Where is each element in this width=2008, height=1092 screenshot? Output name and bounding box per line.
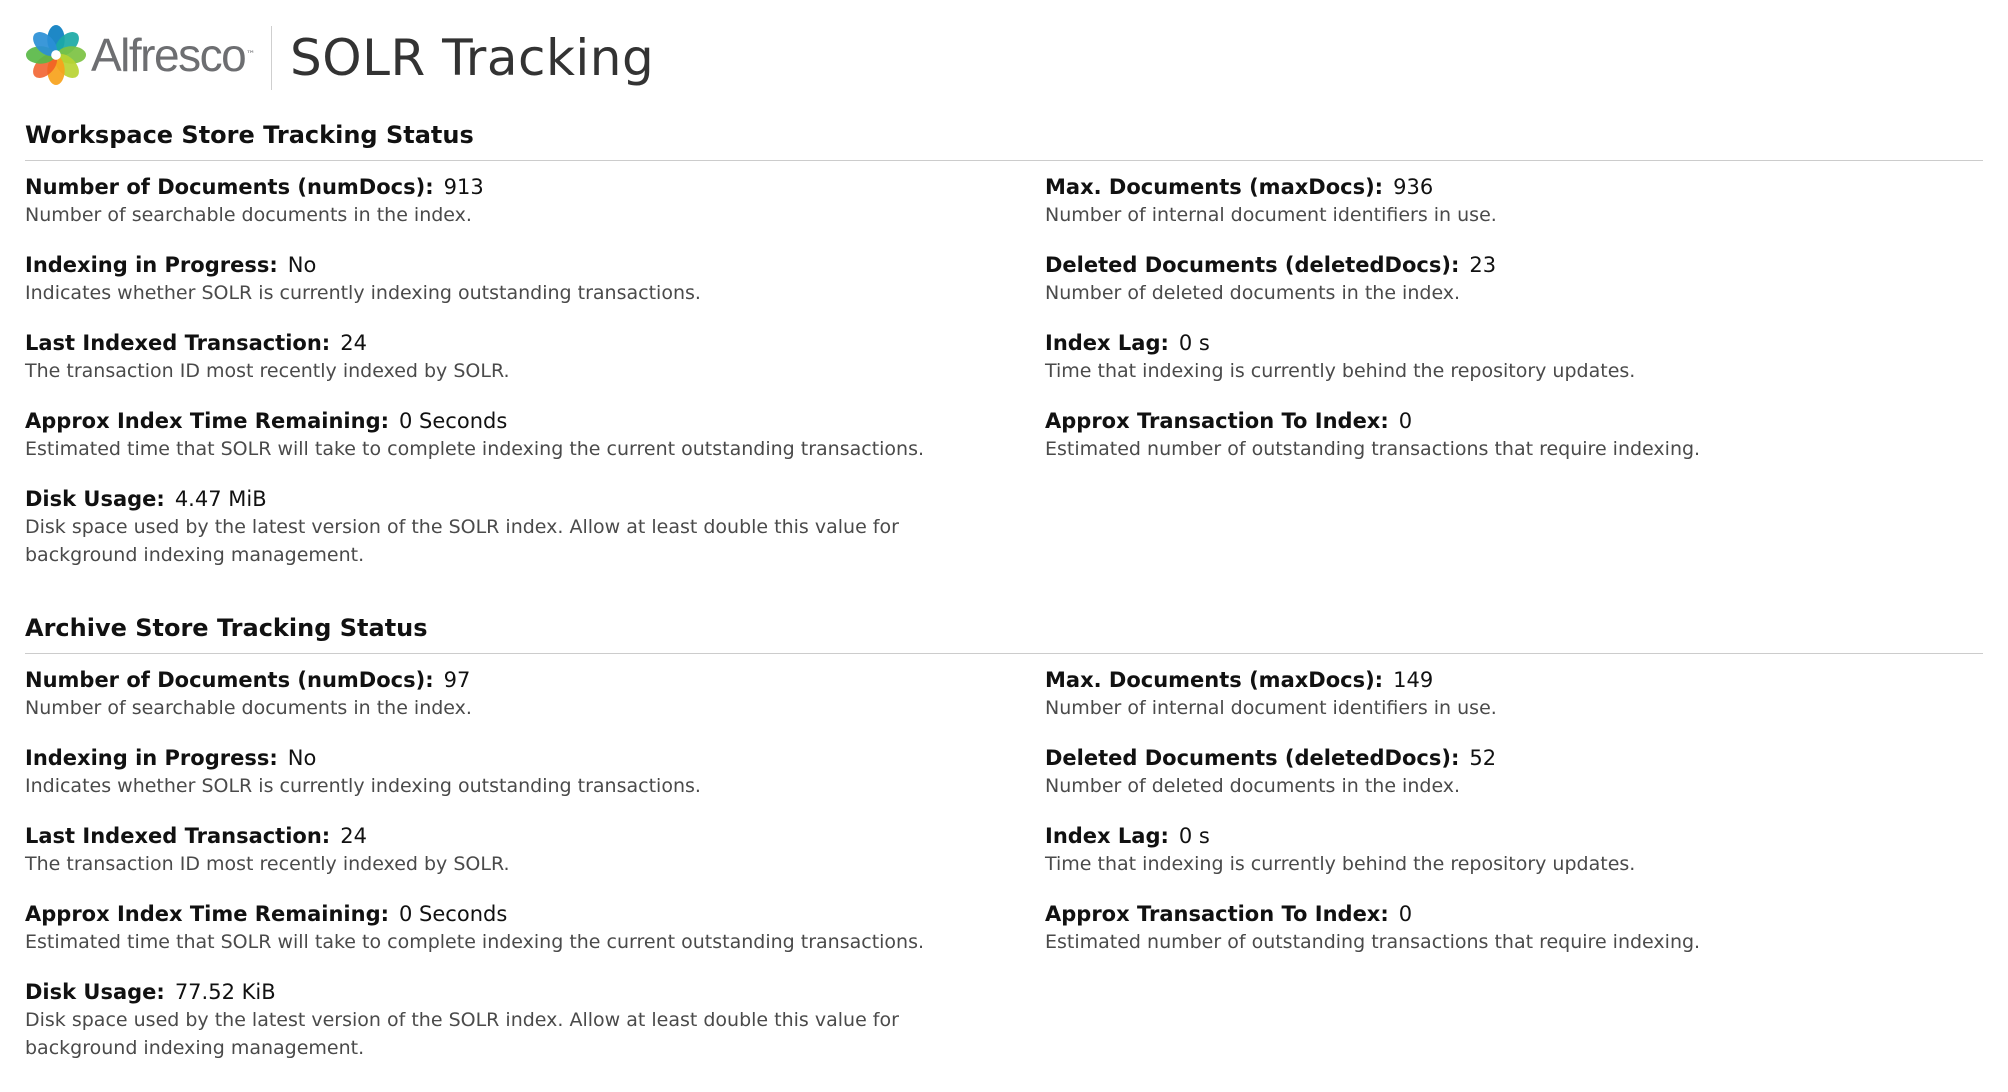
section-title: Workspace Store Tracking Status — [25, 118, 1983, 161]
stat-max-docs — [1045, 173, 1983, 229]
stat-label: Approx Index Time Remaining: — [25, 902, 390, 926]
workspace-store-section — [25, 118, 2008, 591]
stat-label: Deleted Documents (deletedDocs): — [1045, 253, 1460, 277]
stat-description: Disk space used by the latest version of the SOLR index. Allow at least double this value for background indexing management. — [25, 516, 899, 566]
stat-value: 23 — [1469, 253, 1497, 277]
page-title: SOLR Tracking — [290, 29, 655, 87]
stat-value: 0 — [1398, 902, 1413, 926]
stat-value: 0 Seconds — [399, 902, 508, 926]
archive-store-section — [25, 611, 2008, 1084]
stat-label: Index Lag: — [1045, 331, 1169, 355]
stat-description: Number of internal document identifiers in use. — [1045, 204, 1497, 226]
alfresco-logo[interactable] — [25, 20, 255, 90]
logo-trademark: ™ — [246, 50, 256, 60]
stat-label: Max. Documents (maxDocs): — [1045, 175, 1384, 199]
stat-description: Estimated number of outstanding transactions that require indexing. — [1045, 438, 1701, 460]
stat-description: Number of searchable documents in the index. — [25, 204, 472, 226]
stat-indexing-in-progress — [25, 251, 1045, 307]
section-title: Archive Store Tracking Status — [25, 611, 1983, 654]
stat-label: Indexing in Progress: — [25, 253, 278, 277]
header-divider — [271, 26, 272, 90]
stat-description: The transaction ID most recently indexed by SOLR. — [25, 360, 510, 382]
stat-value: 936 — [1393, 175, 1434, 199]
stat-value: 77.52 KiB — [174, 980, 276, 1004]
stat-deleted-docs — [1045, 744, 1983, 800]
alfresco-flower-icon — [25, 23, 87, 87]
stat-description: Indicates whether SOLR is currently indexing outstanding transactions. — [25, 282, 701, 304]
stat-value: 0 s — [1178, 824, 1210, 848]
page-header — [25, 0, 2008, 118]
stat-description: Estimated time that SOLR will take to complete indexing the current outstanding transactions. — [25, 931, 925, 953]
stat-label: Last Indexed Transaction: — [25, 824, 331, 848]
stat-value: No — [287, 746, 317, 770]
stat-last-indexed-transaction — [25, 329, 1045, 385]
logo-wordmark: Alfresco — [91, 29, 246, 81]
stat-label: Disk Usage: — [25, 487, 165, 511]
stat-value: 4.47 MiB — [174, 487, 267, 511]
stat-approx-index-time-remaining — [25, 407, 1045, 463]
stat-label: Number of Documents (numDocs): — [25, 175, 434, 199]
right-column — [1045, 654, 1983, 1084]
stat-disk-usage — [25, 978, 1045, 1062]
stat-description: Disk space used by the latest version of the SOLR index. Allow at least double this value for background indexing management. — [25, 1009, 899, 1059]
stat-value: 24 — [340, 331, 367, 355]
stat-value: 97 — [443, 668, 471, 692]
stat-description: The transaction ID most recently indexed by SOLR. — [25, 853, 510, 875]
right-column — [1045, 161, 1983, 591]
stat-disk-usage — [25, 485, 1045, 569]
stat-num-docs — [25, 173, 1045, 229]
stat-label: Approx Transaction To Index: — [1045, 902, 1389, 926]
stat-value: 913 — [443, 175, 484, 199]
left-column — [25, 161, 1045, 591]
stat-label: Approx Transaction To Index: — [1045, 409, 1389, 433]
stat-label: Index Lag: — [1045, 824, 1169, 848]
stat-description: Indicates whether SOLR is currently indexing outstanding transactions. — [25, 775, 701, 797]
stat-value: 0 Seconds — [399, 409, 508, 433]
stat-description: Estimated time that SOLR will take to complete indexing the current outstanding transactions. — [25, 438, 925, 460]
stat-label: Indexing in Progress: — [25, 746, 278, 770]
stat-indexing-in-progress — [25, 744, 1045, 800]
left-column — [25, 654, 1045, 1084]
stat-label: Last Indexed Transaction: — [25, 331, 331, 355]
stat-value: 24 — [340, 824, 367, 848]
stat-description: Number of deleted documents in the index. — [1045, 282, 1461, 304]
stat-value: 52 — [1469, 746, 1497, 770]
stat-deleted-docs — [1045, 251, 1983, 307]
stat-last-indexed-transaction — [25, 822, 1045, 878]
stat-value: No — [287, 253, 317, 277]
stat-value: 0 — [1398, 409, 1413, 433]
stat-num-docs — [25, 666, 1045, 722]
stat-description: Number of deleted documents in the index. — [1045, 775, 1461, 797]
stat-description: Estimated number of outstanding transactions that require indexing. — [1045, 931, 1701, 953]
stat-label: Disk Usage: — [25, 980, 165, 1004]
stat-description: Number of searchable documents in the index. — [25, 697, 472, 719]
stat-approx-transaction-to-index — [1045, 407, 1983, 463]
stat-value: 149 — [1393, 668, 1434, 692]
solr-tracking-page — [25, 0, 2008, 1084]
stat-value: 0 s — [1178, 331, 1210, 355]
stat-label: Approx Index Time Remaining: — [25, 409, 390, 433]
stat-label: Max. Documents (maxDocs): — [1045, 668, 1384, 692]
stat-index-lag — [1045, 822, 1983, 878]
stat-approx-transaction-to-index — [1045, 900, 1983, 956]
stat-description: Time that indexing is currently behind the repository updates. — [1045, 853, 1636, 875]
stat-label: Number of Documents (numDocs): — [25, 668, 434, 692]
stat-label: Deleted Documents (deletedDocs): — [1045, 746, 1460, 770]
stat-approx-index-time-remaining — [25, 900, 1045, 956]
stat-max-docs — [1045, 666, 1983, 722]
stat-index-lag — [1045, 329, 1983, 385]
stat-description: Time that indexing is currently behind the repository updates. — [1045, 360, 1636, 382]
stat-description: Number of internal document identifiers in use. — [1045, 697, 1497, 719]
